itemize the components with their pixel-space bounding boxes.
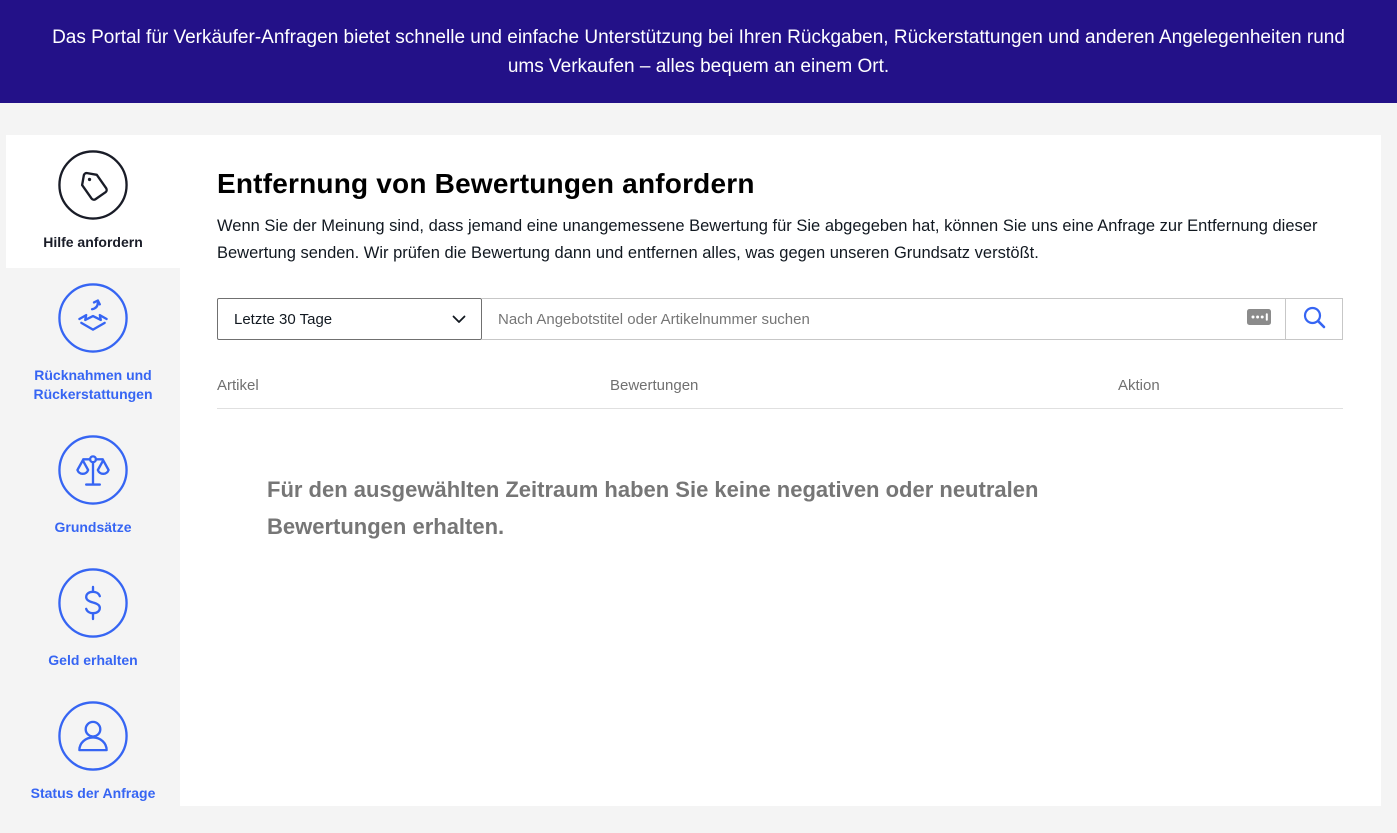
search-button[interactable] [1285, 298, 1343, 340]
sidebar-item-label: Geld erhalten [48, 652, 138, 668]
sidebar-item-label: Hilfe anfordern [43, 234, 143, 250]
tag-icon [57, 149, 129, 221]
sidebar [6, 135, 180, 806]
empty-state-message: Für den ausgewählten Zeitraum haben Sie keine negativen oder neutralen Bewertungen erhalten. [267, 477, 1039, 539]
keyboard-input-icon[interactable] [1246, 308, 1272, 331]
sidebar-item-grundsaetze[interactable] [6, 420, 180, 553]
column-header-bewertungen: Bewertungen [610, 377, 699, 394]
sidebar-item-label: Rücknahmen und Rückerstattungen [33, 367, 153, 402]
column-header-aktion: Aktion [1118, 377, 1160, 394]
date-range-dropdown[interactable] [217, 298, 482, 340]
person-icon [57, 700, 129, 772]
table-header-row [217, 377, 1343, 409]
sidebar-item-ruecknahmen[interactable] [6, 268, 180, 420]
sidebar-item-label: Status der Anfrage [30, 785, 156, 801]
sidebar-item-label: Grundsätze [54, 519, 132, 535]
info-banner [0, 0, 1397, 103]
filter-controls [217, 298, 1343, 340]
date-range-selected-value: Letzte 30 Tage [234, 310, 333, 328]
main-panel [180, 135, 1381, 806]
sidebar-item-status-der-anfrage[interactable] [6, 686, 180, 819]
content-shell [6, 135, 1381, 806]
chevron-down-icon [452, 311, 466, 328]
dollar-icon [57, 567, 129, 639]
page-title: Entfernung von Bewertungen anfordern [217, 168, 755, 199]
return-box-icon [57, 282, 129, 354]
scales-icon [57, 434, 129, 506]
column-header-artikel: Artikel [217, 377, 259, 394]
sidebar-item-geld-erhalten[interactable] [6, 553, 180, 686]
info-banner-text: Das Portal für Verkäufer-Anfragen bietet schnelle und einfache Unterstützung bei Ihren Rückgaben, Rückerstattungen und anderen Angelegenheiten rund ums Verkaufen – alles bequem an einem Ort. [52, 26, 1345, 77]
search-field [482, 298, 1286, 340]
search-icon [1302, 305, 1327, 333]
search-input[interactable] [498, 311, 1246, 328]
sidebar-item-hilfe-anfordern[interactable] [6, 135, 180, 268]
page-description: Wenn Sie der Meinung sind, dass jemand eine unangemessene Bewertung für Sie abgegeben hat, können Sie uns eine Anfrage zur Entfernung dieser Bewertung senden. Wir prüfen die Bewertung dann und entfernen alles, was gegen unseren Grundsatz verstößt. [217, 217, 1318, 262]
